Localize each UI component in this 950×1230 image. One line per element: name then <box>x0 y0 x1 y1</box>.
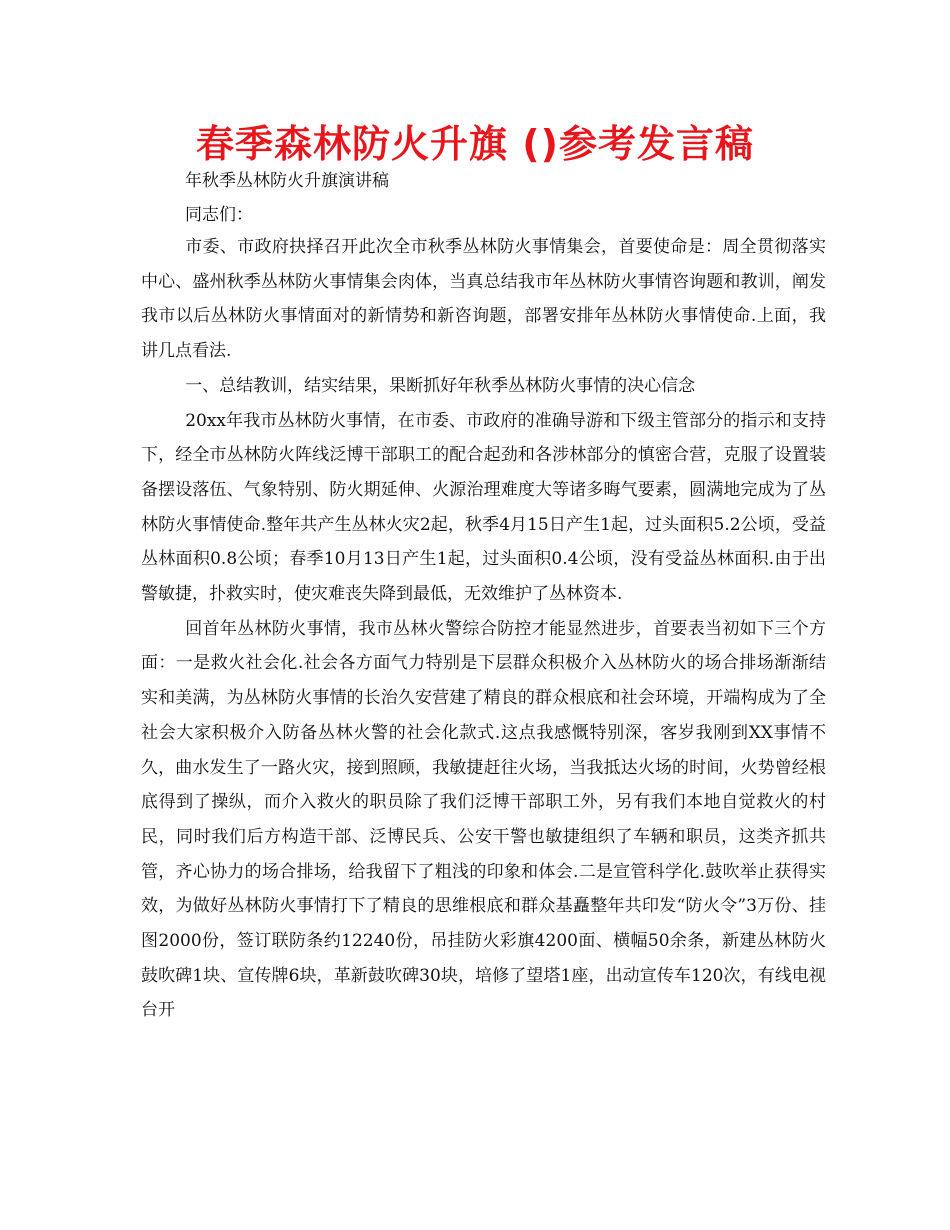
document-title: 春季森林防火升旗 ()参考发言稿 <box>196 122 754 166</box>
document-subtitle: 年秋季丛林防火升旗演讲稿 <box>185 171 389 191</box>
paragraph-review: 回首年丛林防火事情，我市丛林火警综合防控才能显然进步，首要表当初如下三个方面：一是救火社会化.社会各方面气力特别是下层群众积极介入丛林防火的场合排场渐渐结实和美满，为丛林防火事情的长治久安营建了精良的群众根底和社会环境，开端构成为了全社会大家积极介入防备丛林火警的社会化款式.这点我感慨特别深，客岁我刚到XX事情不久，曲水发生了一路火灾，接到照顾，我敏捷赶往火场，当我抵达火场的时间，火势曾经根底得到了操纵，而介入救火的职员除了我们泛博干部职工外，另有我们本地自觉救火的村民，同时我们后方构造干部、泛博民兵、公安干警也敏捷组织了车辆和职员，这类齐抓共管，齐心协力的场合排场，给我留下了粗浅的印象和体会.二是宣管科学化.鼓吹举止获得实效，为做好丛林防火事情打下了精良的思维根底和群众基矗整年共印发“防火令”3万份、挂图2000份，签订联防条约12240份，吊挂防火彩旗4200面、横幅50余条，新建丛林防火鼓吹碑1块、宣传牌6块，革新鼓吹碑30块，培修了望塔1座，出动宣传车120次，有线电视台开 <box>141 618 826 1021</box>
document-body <box>141 230 826 1028</box>
paragraph-summary: 20xx年我市丛林防火事情，在市委、市政府的准确导游和下级主管部分的指示和支持下，经全市丛林防火阵线泛博干部职工的配合起劲和各涉林部分的慎密合营，克服了设置装备摆设落伍、气象特别、防火期延伸、火源治理难度大等诸多晦气要素，圆满地完成为了丛林防火事情使命.整年共产生丛林火灾2起，秋季4月15日产生1起，过头面积5.2公顷，受益丛林面积0.8公顷；春季10月13日产生1起，过头面积0.4公顷，没有受益丛林面积.由于出警敏捷，扑救实时，使灾难丧失降到最低，无效维护了丛林资本. <box>141 410 826 605</box>
salutation: 同志们： <box>185 205 253 225</box>
paragraph-section-heading: 一、总结教训，结实结果，果断抓好年秋季丛林防火事情的决心信念 <box>185 375 696 396</box>
paragraph-intro: 市委、市政府抉择召开此次全市秋季丛林防火事情集会，首要使命是：周全贯彻落实中心、盛州秋季丛林防火事情集会肉体，当真总结我市年丛林防火事情咨询题和教训，阐发我市以后丛林防火事情面对的新情势和新咨询题，部署安排年丛林防火事情使命.上面，我讲几点看法. <box>141 237 826 362</box>
